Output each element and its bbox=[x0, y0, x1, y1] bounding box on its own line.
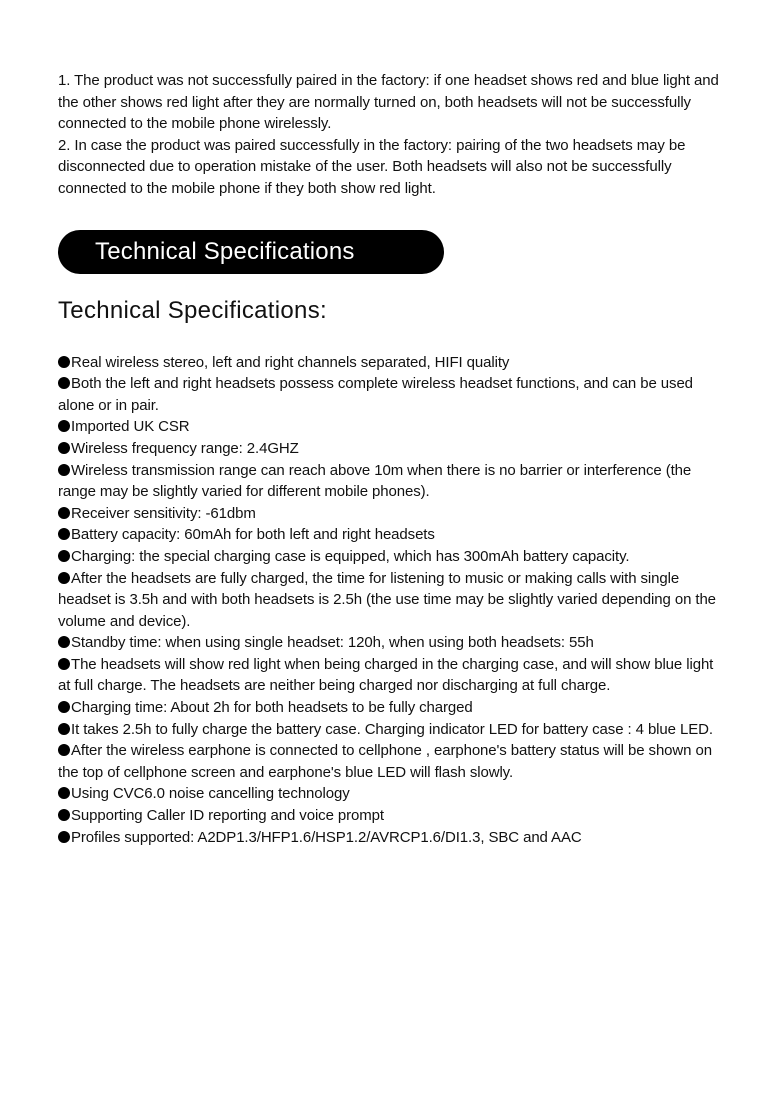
section-heading: Technical Specifications: bbox=[58, 296, 327, 324]
bullet-icon bbox=[58, 723, 70, 735]
bullet-icon bbox=[58, 420, 70, 432]
spec-text: Profiles supported: A2DP1.3/HFP1.6/HSP1.2/AVRCP1.6/DI1.3, SBC and AAC bbox=[71, 828, 582, 846]
spec-text: It takes 2.5h to fully charge the battery case. Charging indicator LED for battery case : 4 blue LED. bbox=[71, 720, 713, 738]
spec-text: Both the left and right headsets possess complete wireless headset functions, and can be used alone or in pair. bbox=[58, 375, 693, 414]
spec-text: Battery capacity: 60mAh for both left and right headsets bbox=[71, 526, 435, 544]
spec-item bbox=[58, 827, 728, 849]
spec-list bbox=[58, 352, 728, 849]
spec-item bbox=[58, 416, 728, 438]
spec-text: After the wireless earphone is connected to cellphone , earphone's battery status will be shown on the top of cellphone screen and earphone's blue LED will flash slowly. bbox=[58, 742, 712, 781]
bullet-icon bbox=[58, 442, 70, 454]
pairing-note-2: 2. In case the product was paired successfully in the factory: pairing of the two headsets may be disconnected due to operation mistake of the user. Both headsets will also not be successfully connected to the mobile phone if they both show red light. bbox=[58, 136, 686, 197]
section-banner-title: Technical Specifications bbox=[95, 237, 355, 265]
manual-page bbox=[58, 70, 728, 848]
section-banner bbox=[58, 230, 444, 274]
bullet-icon bbox=[58, 464, 70, 476]
spec-item bbox=[58, 524, 728, 546]
bullet-icon bbox=[58, 377, 70, 389]
bullet-icon bbox=[58, 636, 70, 648]
spec-text: Using CVC6.0 noise cancelling technology bbox=[71, 785, 350, 803]
spec-item bbox=[58, 503, 728, 525]
spec-item bbox=[58, 632, 728, 654]
bullet-icon bbox=[58, 658, 70, 670]
spec-item bbox=[58, 568, 728, 633]
spec-item bbox=[58, 697, 728, 719]
pairing-note-1: 1. The product was not successfully paired in the factory: if one headset shows red and blue light and the other shows red light after they are normally turned on, both headsets will not be successfully connected to the mobile phone wirelessly. bbox=[58, 72, 719, 133]
bullet-icon bbox=[58, 744, 70, 756]
spec-item bbox=[58, 546, 728, 568]
bullet-icon bbox=[58, 831, 70, 843]
spec-text: Receiver sensitivity: -61dbm bbox=[71, 504, 256, 522]
bullet-icon bbox=[58, 507, 70, 519]
spec-item bbox=[58, 373, 728, 416]
spec-item bbox=[58, 352, 728, 374]
bullet-icon bbox=[58, 701, 70, 713]
bullet-icon bbox=[58, 528, 70, 540]
spec-text: Supporting Caller ID reporting and voice prompt bbox=[71, 807, 384, 825]
spec-item bbox=[58, 719, 728, 741]
pairing-notes bbox=[58, 70, 728, 200]
bullet-icon bbox=[58, 356, 70, 368]
spec-text: After the headsets are fully charged, the time for listening to music or making calls with single headset is 3.5h and with both headsets is 2.5h (the use time may be slightly varied depending on the volume and device). bbox=[58, 569, 716, 630]
spec-item bbox=[58, 805, 728, 827]
spec-text: Charging time: About 2h for both headsets to be fully charged bbox=[71, 699, 473, 717]
spec-text: Imported UK CSR bbox=[71, 418, 190, 436]
spec-item bbox=[58, 460, 728, 503]
spec-item bbox=[58, 783, 728, 805]
spec-text: The headsets will show red light when being charged in the charging case, and will show blue light at full charge. The headsets are neither being charged nor discharging at full charge. bbox=[58, 655, 714, 695]
spec-item bbox=[58, 654, 728, 697]
spec-text: Standby time: when using single headset: 120h, when using both headsets: 55h bbox=[71, 634, 594, 652]
bullet-icon bbox=[58, 809, 70, 821]
spec-text: Real wireless stereo, left and right channels separated, HIFI quality bbox=[71, 353, 510, 371]
spec-item bbox=[58, 740, 728, 783]
spec-text: Wireless frequency range: 2.4GHZ bbox=[71, 439, 299, 457]
spec-text: Wireless transmission range can reach above 10m when there is no barrier or interference (the range may be slightly varied for different mobile phones). bbox=[58, 461, 692, 501]
bullet-icon bbox=[58, 550, 70, 562]
bullet-icon bbox=[58, 787, 70, 799]
spec-item bbox=[58, 438, 728, 460]
spec-text: Charging: the special charging case is equipped, which has 300mAh battery capacity. bbox=[71, 547, 630, 565]
bullet-icon bbox=[58, 572, 70, 584]
